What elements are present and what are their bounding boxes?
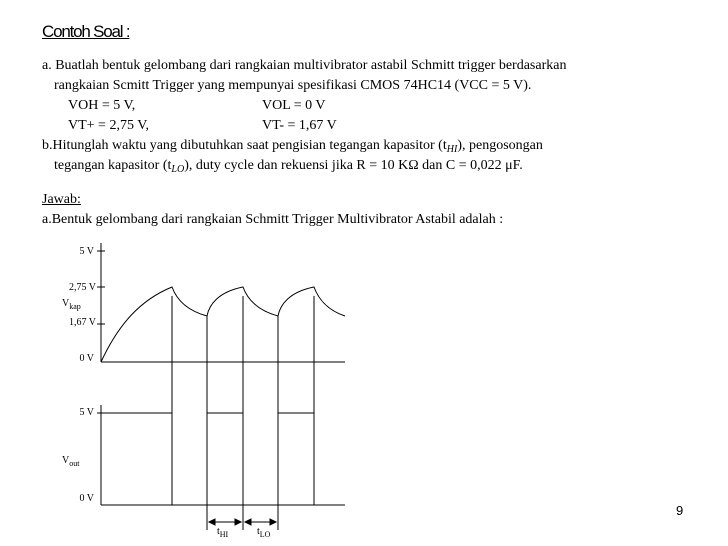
slide-title: Contoh Soal :	[42, 22, 130, 41]
spec-vt-minus: VT- = 1,67 V	[262, 118, 337, 133]
vkap-tick-5v: 5 V	[79, 246, 94, 257]
vkap-waveform	[101, 287, 345, 362]
vout-label-main: V	[62, 455, 70, 466]
problem-b-line1-sub: HI	[446, 144, 458, 155]
page-number: 9	[676, 503, 684, 518]
vkap-label-sub: kap	[69, 302, 81, 311]
vkap-tick-0v: 0 V	[79, 353, 94, 364]
t-hi-arrow-left	[209, 519, 215, 525]
spec-vt-plus: VT+ = 2,75 V,	[68, 118, 150, 133]
problem-b-line2-pre: tegangan kapasitor (t	[54, 158, 172, 173]
answer-label: Jawab:	[42, 192, 81, 207]
problem-a-line2: rangkaian Scmitt Trigger yang mempunyai spesifikasi CMOS 74HC14 (VCC = 5 V).	[54, 78, 532, 93]
vkap-tick-275v: 2,75 V	[68, 282, 96, 293]
t-hi-main: t	[217, 526, 220, 537]
t-lo-arrow-left	[245, 519, 251, 525]
vout-label-sub: out	[69, 459, 80, 468]
problem-a-line1: a. Buatlah bentuk gelombang dari rangkaian multivibrator astabil Schmitt trigger berdasarkan	[42, 58, 567, 73]
problem-b-line1-post: ), pengosongan	[457, 138, 543, 153]
vout-waveform	[101, 413, 345, 505]
vkap-tick-167v: 1,67 V	[68, 317, 96, 328]
t-hi-sub: HI	[219, 530, 229, 539]
t-hi-arrow-right	[235, 519, 241, 525]
answer-line: a.Bentuk gelombang dari rangkaian Schmitt Trigger Multivibrator Astabil adalah :	[42, 212, 504, 227]
problem-b-line2-post: ), duty cycle dan rekuensi jika R = 10 KΩ dan C = 0,022 μF.	[184, 158, 523, 173]
problem-b-line2-sub: LO	[171, 164, 185, 175]
spec-vol: VOL = 0 V	[262, 98, 326, 113]
vout-tick-0v: 0 V	[79, 493, 94, 504]
t-lo-sub: LO	[259, 530, 271, 539]
spec-voh: VOH = 5 V,	[68, 98, 136, 113]
t-lo-main: t	[257, 526, 260, 537]
problem-b-line1-pre: b.Hitunglah waktu yang dibutuhkan saat pengisian tegangan kapasitor (t	[42, 138, 447, 153]
t-lo-arrow-right	[270, 519, 276, 525]
vout-tick-5v: 5 V	[79, 407, 94, 418]
vkap-label-main: V	[62, 298, 70, 309]
